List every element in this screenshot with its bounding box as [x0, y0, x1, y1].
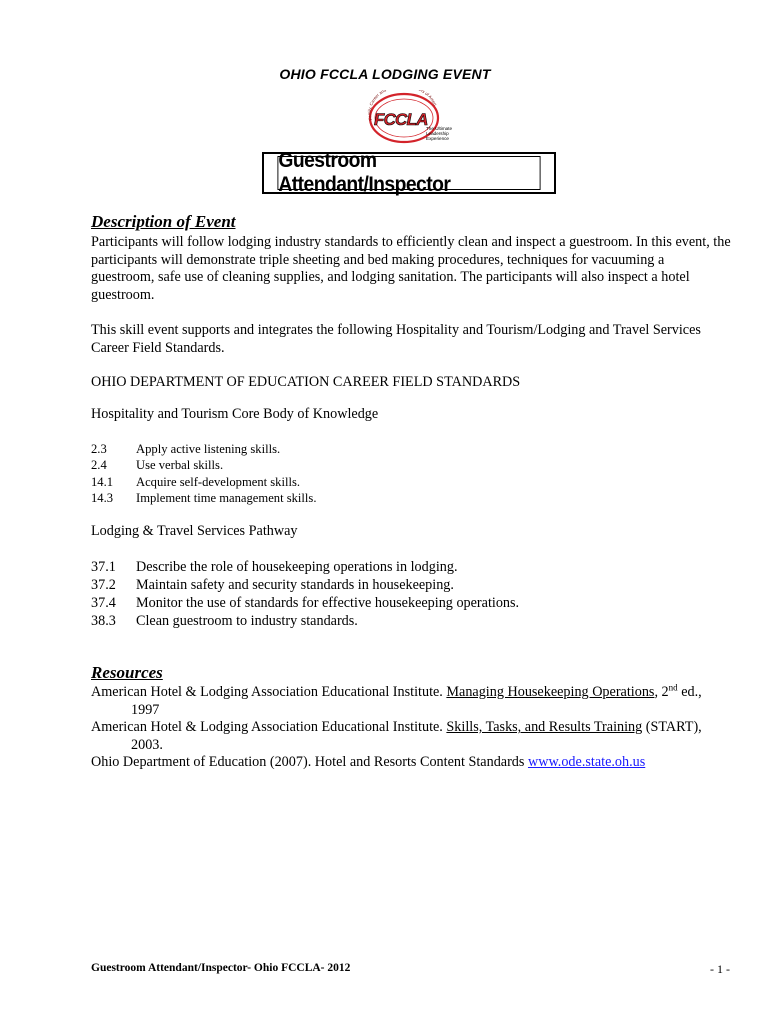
reference-item: American Hotel & Lodging Association Educational Institute. Skills, Tasks, and Results Training (START), 2003. — [91, 719, 702, 753]
fccla-logo — [362, 90, 462, 146]
reference-title: Managing Housekeeping Operations — [446, 684, 655, 700]
event-title-box — [262, 149, 556, 196]
logo-tagline-1: The Ultimate — [426, 126, 453, 131]
logo-tagline-2: Leadership — [426, 131, 449, 136]
pathway-heading: Lodging & Travel Services Pathway — [91, 523, 298, 539]
resources-heading: Resources — [91, 663, 163, 682]
list-item: 2.4 Use verbal skills. — [91, 458, 224, 473]
core-standards-list — [91, 441, 316, 506]
list-item: 2.3 Apply active listening skills. — [91, 442, 281, 456]
logo-arc-text: Family, Career and rs of Ameri — [366, 90, 438, 122]
list-item: 37.2 Maintain safety and security standards in housekeeping. — [91, 577, 454, 593]
page-number: - 1 - — [710, 962, 730, 976]
description-paragraph-1: Participants will follow lodging industry standards to efficiently clean and inspect a guestroom. In this event, the participants will demonstrate triple sheeting and bed making procedures, techniques for vacuuming a guestroom, safe use of cleaning supplies, and lodging sanitation. The participants will also inspect a hotel guestroom. — [91, 234, 731, 303]
description-paragraph-2: This skill event supports and integrates the following Hospitality and Tourism/Lodging and Travel Services Career Field Standards. — [91, 322, 701, 356]
list-item: 14.3 Implement time management skills. — [91, 490, 317, 505]
event-title: Guestroom Attendant/Inspector — [277, 156, 540, 190]
reference-item: Ohio Department of Education (2007). Hotel and Resorts Content Standards www.ode.state.oh.us — [91, 754, 646, 771]
list-item: 14.1 Acquire self-development skills. — [91, 474, 301, 489]
logo-tagline-3: Experience — [426, 136, 449, 141]
ode-website-link[interactable]: www.ode.state.oh.us — [527, 754, 646, 771]
logo-wordmark: FCCLA — [374, 110, 428, 129]
footer-title: Guestroom Attendant/Inspector- Ohio FCCLA- 2012 — [91, 962, 351, 974]
standards-heading: OHIO DEPARTMENT OF EDUCATION CAREER FIELD STANDARDS — [91, 374, 521, 390]
core-knowledge-heading: Hospitality and Tourism Core Body of Knowledge — [91, 406, 379, 422]
list-item: 38.3 Clean guestroom to industry standards. — [91, 613, 358, 629]
list-item: 37.1 Describe the role of housekeeping operations in lodging. — [91, 559, 458, 575]
resources-list — [91, 684, 731, 772]
description-heading: Description of Event — [91, 212, 236, 231]
reference-title: Skills, Tasks, and Results Training — [446, 719, 643, 736]
pathway-standards-list — [91, 558, 519, 630]
reference-item: American Hotel & Lodging Association Educational Institute. Managing Housekeeping Operations, 2nd ed., 1997 — [91, 682, 702, 718]
list-item: 37.4 Monitor the use of standards for effective housekeeping operations. — [91, 595, 520, 611]
document-header-title: OHIO FCCLA LODGING EVENT — [279, 66, 491, 82]
